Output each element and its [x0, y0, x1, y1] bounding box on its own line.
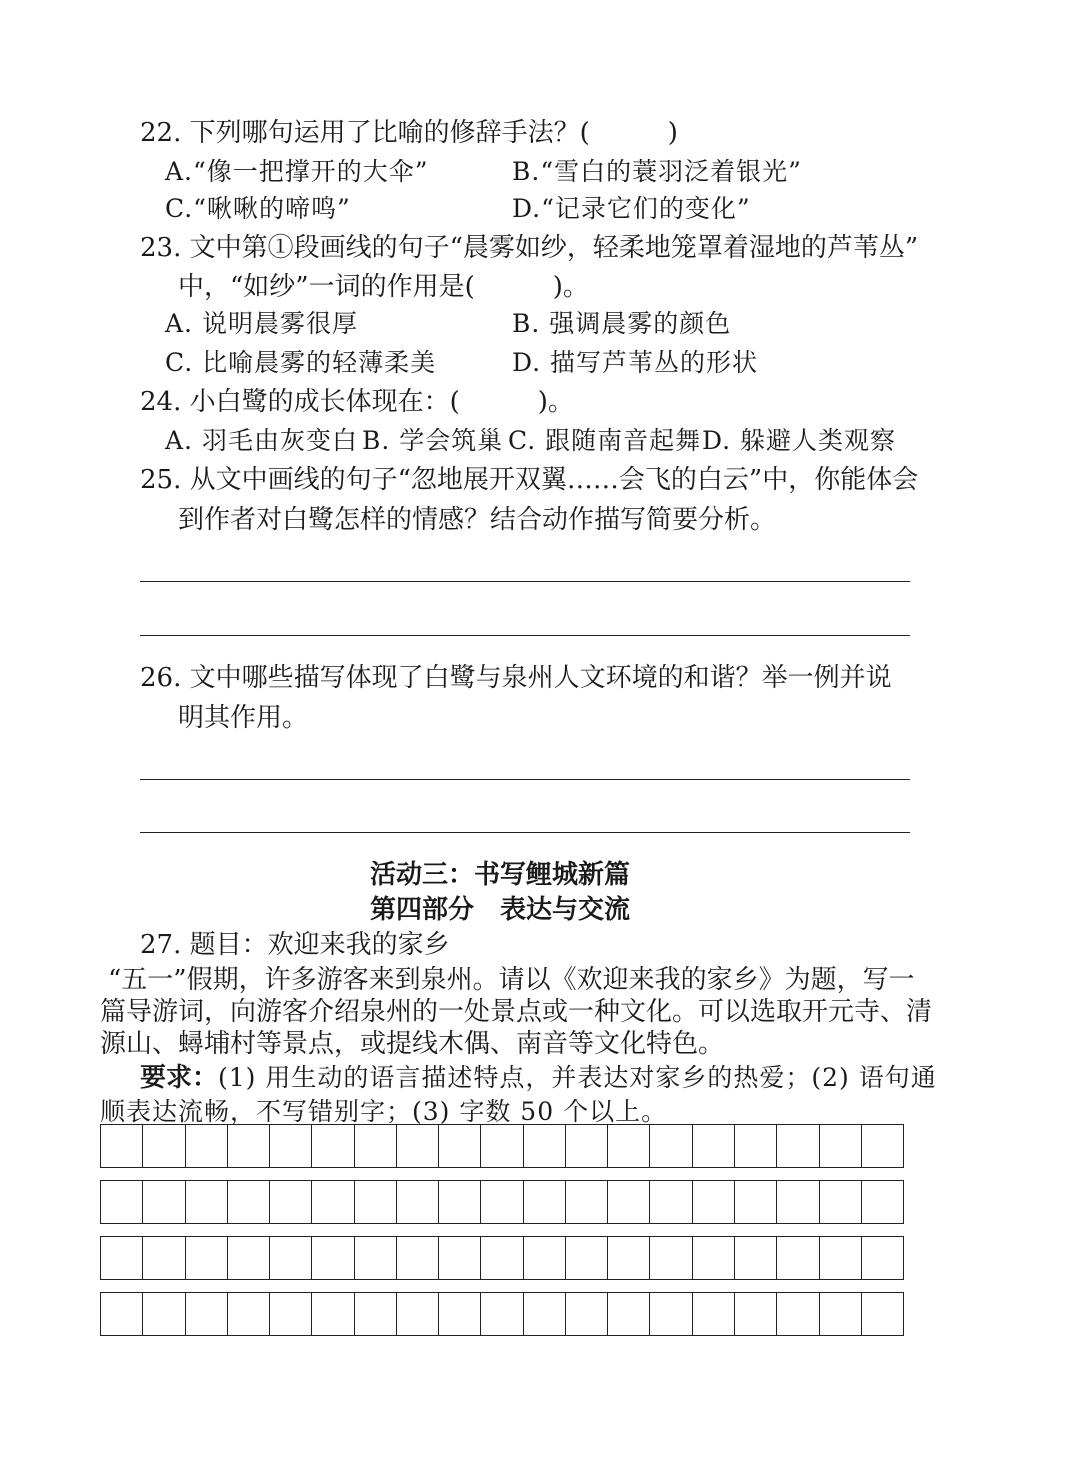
grid-cell[interactable]	[481, 1125, 523, 1167]
grid-cell[interactable]	[355, 1237, 397, 1279]
q25-stem-line1: 25. 从文中画线的句子“忽地展开双翼……会飞的白云”中，你能体会	[140, 465, 919, 495]
grid-cell[interactable]	[355, 1125, 397, 1167]
q26-stem-line2: 明其作用。	[178, 703, 309, 733]
q22-option-a[interactable]: A.“像一把撑开的大伞”	[165, 157, 429, 186]
q24-option-b[interactable]: B. 学会筑巢	[362, 426, 504, 455]
grid-cell[interactable]	[101, 1125, 143, 1167]
q23-option-a[interactable]: A. 说明晨雾很厚	[165, 309, 358, 338]
grid-cell[interactable]	[270, 1293, 312, 1335]
grid-cell[interactable]	[566, 1293, 608, 1335]
q24-option-a[interactable]: A. 羽毛由灰变白	[165, 426, 358, 455]
grid-cell[interactable]	[608, 1125, 650, 1167]
grid-cell[interactable]	[693, 1181, 735, 1223]
grid-cell[interactable]	[186, 1293, 228, 1335]
grid-cell[interactable]	[608, 1237, 650, 1279]
q25-answer-line-1[interactable]	[140, 581, 910, 582]
grid-cell[interactable]	[777, 1293, 819, 1335]
requirement-text-1: (1) 用生动的语言描述特点，并表达对家乡的热爱；(2) 语句通	[218, 1063, 937, 1092]
grid-cell[interactable]	[228, 1181, 270, 1223]
q24-option-d[interactable]: D. 躲避人类观察	[702, 426, 897, 455]
q27-requirement-line1	[140, 1061, 937, 1095]
q27-para-line1: “五一”假期，许多游客来到泉州。请以《欢迎来我的家乡》为题，写一	[108, 965, 915, 995]
grid-cell[interactable]	[608, 1293, 650, 1335]
grid-cell[interactable]	[862, 1125, 903, 1167]
grid-cell[interactable]	[270, 1181, 312, 1223]
grid-cell[interactable]	[862, 1293, 903, 1335]
grid-cell[interactable]	[312, 1181, 354, 1223]
q27-para-line3: 源山、蟳埔村等景点，或提线木偶、南音等文化特色。	[100, 1029, 725, 1059]
grid-cell[interactable]	[693, 1237, 735, 1279]
q22-option-d[interactable]: D.“记录它们的变化”	[512, 194, 751, 223]
grid-cell[interactable]	[101, 1237, 143, 1279]
grid-cell[interactable]	[862, 1237, 903, 1279]
grid-cell[interactable]	[439, 1125, 481, 1167]
q27-para-line2: 篇导游词，向游客介绍泉州的一处景点或一种文化。可以选取开元寺、清	[100, 997, 933, 1027]
q27-requirement-line2: 顺表达流畅，不写错别字；(3) 字数 50 个以上。	[100, 1097, 668, 1126]
grid-cell[interactable]	[820, 1125, 862, 1167]
grid-row-2[interactable]	[100, 1180, 904, 1224]
grid-cell[interactable]	[481, 1237, 523, 1279]
grid-cell[interactable]	[439, 1237, 481, 1279]
grid-cell[interactable]	[566, 1237, 608, 1279]
grid-cell[interactable]	[735, 1125, 777, 1167]
q23-option-b[interactable]: B. 强调晨雾的颜色	[512, 309, 732, 338]
part-title: 第四部分 表达与交流	[369, 895, 630, 925]
q25-answer-line-2[interactable]	[140, 635, 910, 636]
grid-cell[interactable]	[650, 1181, 692, 1223]
q22-option-c[interactable]: C.“啾啾的啼鸣”	[165, 194, 351, 223]
grid-cell[interactable]	[439, 1181, 481, 1223]
grid-cell[interactable]	[397, 1125, 439, 1167]
grid-cell[interactable]	[228, 1125, 270, 1167]
grid-cell[interactable]	[355, 1293, 397, 1335]
grid-cell[interactable]	[143, 1237, 185, 1279]
grid-cell[interactable]	[862, 1181, 903, 1223]
grid-cell[interactable]	[524, 1293, 566, 1335]
grid-cell[interactable]	[355, 1181, 397, 1223]
grid-row-3[interactable]	[100, 1236, 904, 1280]
grid-row-4[interactable]	[100, 1292, 904, 1336]
grid-row-1[interactable]	[100, 1124, 904, 1168]
requirement-label: 要求：	[140, 1063, 219, 1093]
grid-cell[interactable]	[312, 1293, 354, 1335]
grid-cell[interactable]	[693, 1293, 735, 1335]
grid-cell[interactable]	[481, 1293, 523, 1335]
grid-cell[interactable]	[439, 1293, 481, 1335]
grid-cell[interactable]	[566, 1181, 608, 1223]
q26-answer-line-2[interactable]	[140, 832, 910, 833]
q27-stem: 27. 题目：欢迎来我的家乡	[140, 930, 450, 960]
grid-cell[interactable]	[777, 1125, 819, 1167]
q24-stem: 24. 小白鹭的成长体现在：( )。	[140, 387, 574, 417]
grid-cell[interactable]	[820, 1293, 862, 1335]
grid-cell[interactable]	[820, 1237, 862, 1279]
q24-option-c[interactable]: C. 跟随南音起舞	[508, 426, 702, 455]
grid-cell[interactable]	[820, 1181, 862, 1223]
grid-cell[interactable]	[312, 1237, 354, 1279]
grid-cell[interactable]	[693, 1125, 735, 1167]
grid-cell[interactable]	[566, 1125, 608, 1167]
grid-cell[interactable]	[397, 1181, 439, 1223]
grid-cell[interactable]	[186, 1125, 228, 1167]
grid-cell[interactable]	[270, 1237, 312, 1279]
grid-cell[interactable]	[228, 1293, 270, 1335]
grid-cell[interactable]	[186, 1181, 228, 1223]
grid-cell[interactable]	[270, 1125, 312, 1167]
grid-cell[interactable]	[186, 1237, 228, 1279]
grid-cell[interactable]	[608, 1181, 650, 1223]
grid-cell[interactable]	[312, 1125, 354, 1167]
q23-stem-line1: 23. 文中第①段画线的句子“晨雾如纱，轻柔地笼罩着湿地的芦苇丛”	[140, 233, 919, 263]
grid-cell[interactable]	[777, 1237, 819, 1279]
q23-stem-line2: 中，“如纱”一词的作用是( )。	[178, 272, 589, 302]
grid-cell[interactable]	[481, 1181, 523, 1223]
q22-option-b[interactable]: B.“雪白的蓑羽泛着银光”	[512, 157, 802, 186]
grid-cell[interactable]	[228, 1237, 270, 1279]
activity-title: 活动三：书写鲤城新篇	[369, 860, 630, 890]
q25-stem-line2: 到作者对白鹭怎样的情感？结合动作描写简要分析。	[178, 505, 777, 535]
grid-cell[interactable]	[650, 1125, 692, 1167]
grid-cell[interactable]	[735, 1181, 777, 1223]
q26-answer-line-1[interactable]	[140, 779, 910, 780]
grid-cell[interactable]	[524, 1181, 566, 1223]
grid-cell[interactable]	[397, 1293, 439, 1335]
grid-cell[interactable]	[397, 1237, 439, 1279]
q22-stem: 22. 下列哪句运用了比喻的修辞手法？( )	[140, 118, 678, 148]
grid-cell[interactable]	[143, 1125, 185, 1167]
grid-cell[interactable]	[101, 1181, 143, 1223]
grid-cell[interactable]	[650, 1237, 692, 1279]
grid-cell[interactable]	[524, 1125, 566, 1167]
grid-cell[interactable]	[143, 1293, 185, 1335]
q26-stem-line1: 26. 文中哪些描写体现了白鹭与泉州人文环境的和谐？举一例并说	[140, 663, 892, 693]
grid-cell[interactable]	[143, 1181, 185, 1223]
grid-cell[interactable]	[777, 1181, 819, 1223]
grid-cell[interactable]	[650, 1293, 692, 1335]
q23-option-d[interactable]: D. 描写芦苇丛的形状	[512, 348, 759, 377]
grid-cell[interactable]	[735, 1237, 777, 1279]
q23-option-c[interactable]: C. 比喻晨雾的轻薄柔美	[165, 348, 437, 377]
grid-cell[interactable]	[735, 1293, 777, 1335]
grid-cell[interactable]	[524, 1237, 566, 1279]
grid-cell[interactable]	[101, 1293, 143, 1335]
